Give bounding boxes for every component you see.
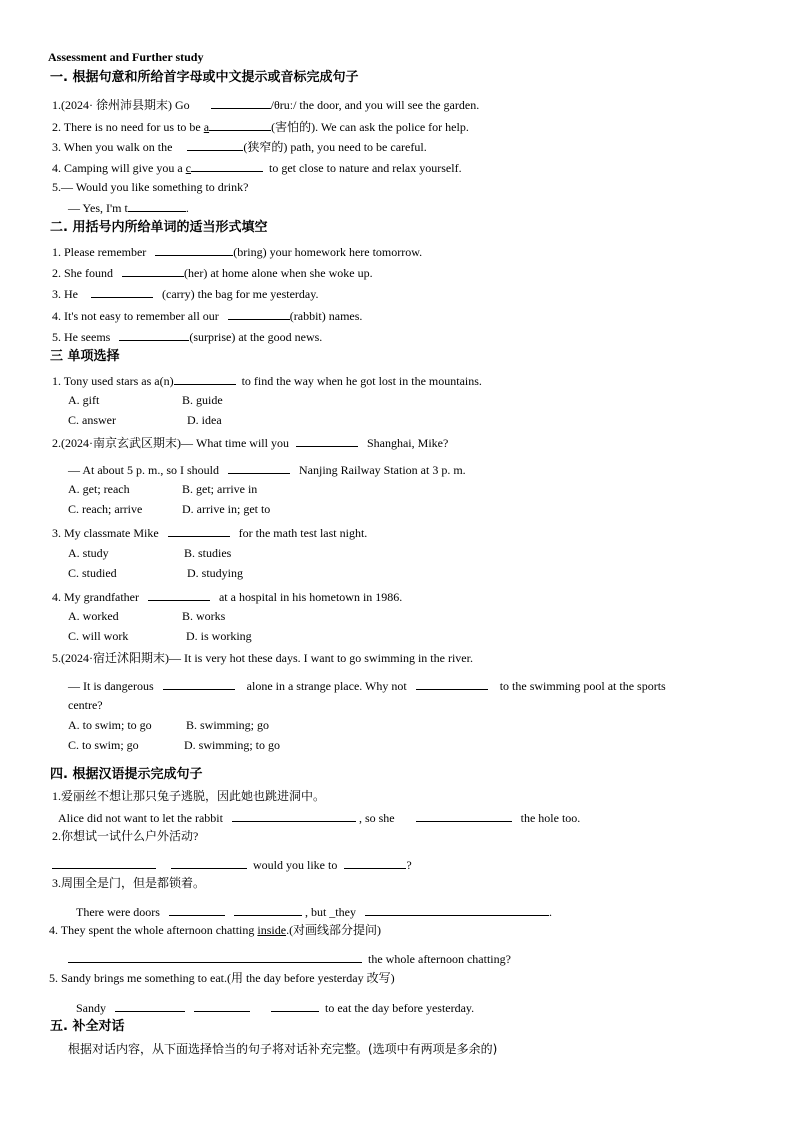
q-text: — At about 5 p. m., so I should: [68, 463, 220, 477]
q-text: at a hospital in his hometown in 1986.: [218, 590, 403, 604]
q-text: Nanjing Railway Station at 3 p. m.: [299, 463, 466, 477]
option-c[interactable]: C. to swim; go: [68, 738, 139, 752]
option-b[interactable]: B. get; arrive in: [182, 482, 258, 496]
answer-blank[interactable]: [209, 119, 271, 131]
s1-question-5-reply: [68, 200, 189, 216]
q-text: .(对画线部分提问): [286, 923, 382, 937]
q-text: (rabbit) names.: [289, 309, 363, 323]
s2-question-3: [52, 286, 318, 302]
option-d[interactable]: D. swimming; to go: [184, 738, 281, 752]
q-text: 3. My classmate Mike: [52, 526, 159, 540]
q-text: 4. My grandfather: [52, 590, 139, 604]
s2-question-5: [52, 329, 322, 345]
s2-question-2: [52, 265, 373, 281]
q-text: 4. It's not easy to remember all our: [52, 309, 219, 323]
s1-question-2: [52, 119, 469, 135]
q-text: to the swimming pool at the sports: [499, 679, 666, 693]
option-a[interactable]: A. gift: [68, 393, 100, 407]
answer-blank[interactable]: [119, 329, 189, 341]
answer-blank[interactable]: [115, 1000, 185, 1012]
option-b[interactable]: B. guide: [182, 393, 223, 407]
q-text: 3. When you walk on the: [52, 140, 173, 154]
s3-question-5-reply: [68, 678, 666, 694]
option-b[interactable]: B. swimming; go: [186, 718, 270, 732]
q-text: .: [185, 201, 189, 215]
q-text: (bring) your homework here tomorrow.: [233, 245, 423, 259]
section-1-heading: 一. 根据句意和所给首字母或中文提示或音标完成句子: [50, 70, 359, 85]
q-text: to get close to nature and relax yourself.: [268, 161, 462, 175]
q-text: 1. Tony used stars as a(n): [52, 374, 174, 388]
q-text: , so she: [358, 811, 395, 825]
s2-question-4: [52, 308, 362, 324]
q-text: for the math test last night.: [238, 526, 368, 540]
answer-blank[interactable]: [128, 200, 186, 212]
answer-blank[interactable]: [416, 810, 512, 822]
q-text: (surprise) at the good news.: [189, 330, 323, 344]
answer-blank[interactable]: [232, 810, 356, 822]
option-d[interactable]: D. arrive in; get to: [182, 502, 271, 516]
q-text: 1.(2024· 徐州沛县期末) Go: [52, 98, 190, 112]
q-text: to find the way when he got lost in the mountains.: [241, 374, 482, 388]
q-text: alone in a strange place. Why not: [246, 679, 407, 693]
q-text: — It is dangerous: [68, 679, 154, 693]
q-text: 4. They spent the whole afternoon chatting: [49, 923, 258, 937]
s3-question-3: [52, 525, 367, 541]
answer-blank[interactable]: [52, 857, 156, 869]
q-text: (狭窄的) path, you need to be careful.: [243, 140, 427, 154]
q-text: Shanghai, Mike?: [366, 436, 449, 450]
answer-blank[interactable]: [228, 462, 290, 474]
option-d[interactable]: D. studying: [187, 566, 244, 580]
q-text: 1. Please remember: [52, 245, 147, 259]
q-text: 2.(2024·南京玄武区期末)— What time will you: [52, 436, 289, 450]
option-a[interactable]: A. study: [68, 546, 109, 560]
option-c[interactable]: C. reach; arrive: [68, 502, 143, 516]
option-a[interactable]: A. get; reach: [68, 482, 130, 496]
q-text: (carry) the bag for me yesterday.: [162, 287, 319, 301]
s4-question-5: 5. Sandy brings me something to eat.(用 the day before yesterday 改写): [49, 971, 395, 985]
s4-question-4-answer-line: [68, 951, 511, 967]
answer-blank[interactable]: [122, 265, 184, 277]
s3-question-1: [52, 373, 482, 389]
q-text: Alice did not want to let the rabbit: [58, 811, 223, 825]
q-text: would you like to: [253, 858, 338, 872]
answer-blank[interactable]: [344, 857, 406, 869]
q-text: — Yes, I'm t: [68, 201, 128, 215]
s3-question-2: [52, 435, 448, 451]
q-text: /θruː/ the door, and you will see the garden.: [270, 98, 480, 112]
answer-blank[interactable]: [296, 435, 358, 447]
section-3-heading: 三 单项选择: [50, 349, 120, 364]
option-d[interactable]: D. is working: [186, 629, 252, 643]
section-5-instructions: 根据对话内容，从下面选择恰当的句子将对话补充完整。(选项中有两项是多余的): [68, 1042, 498, 1056]
s4-question-4: [49, 923, 381, 938]
s4-question-1: [58, 810, 580, 826]
q-text: 4. Camping will give you a: [52, 161, 186, 175]
option-b[interactable]: B. studies: [184, 546, 232, 560]
answer-blank[interactable]: [194, 1000, 250, 1012]
q-text: , but _they: [304, 905, 356, 919]
answer-blank[interactable]: [365, 904, 549, 916]
answer-blank[interactable]: [155, 244, 233, 256]
s4-question-5-answer-line: [76, 1000, 474, 1016]
s2-question-1: [52, 244, 422, 260]
s3-question-5: 5.(2024·宿迁沭阳期末)— It is very hot these days. I want to go swimming in the river.: [52, 651, 473, 665]
s3-question-5-continued: centre?: [68, 698, 103, 712]
option-c[interactable]: C. studied: [68, 566, 117, 580]
s4-question-2-chinese: 2.你想试一试什么户外活动?: [52, 829, 199, 843]
answer-blank[interactable]: [163, 678, 235, 690]
q-text: the whole afternoon chatting?: [368, 952, 511, 966]
q-text: There were doors: [76, 905, 160, 919]
answer-blank[interactable]: [169, 904, 225, 916]
option-c[interactable]: C. answer: [68, 413, 116, 427]
answer-blank[interactable]: [68, 951, 362, 963]
q-text: 3. He: [52, 287, 78, 301]
option-b[interactable]: B. works: [182, 609, 226, 623]
answer-blank[interactable]: [191, 160, 263, 172]
answer-blank[interactable]: [187, 139, 243, 151]
q-text: the hole too.: [520, 811, 581, 825]
section-2-heading: 二. 用括号内所给单词的适当形式填空: [50, 220, 268, 235]
answer-blank[interactable]: [416, 678, 488, 690]
answer-blank[interactable]: [228, 308, 290, 320]
s1-question-1: [52, 97, 479, 113]
answer-blank[interactable]: [234, 904, 302, 916]
answer-blank[interactable]: [211, 97, 271, 109]
q-text: (her) at home alone when she woke up.: [184, 266, 373, 280]
q-text: 5. He seems: [52, 330, 111, 344]
s4-question-2: [52, 857, 412, 873]
section-5-heading: 五. 补全对话: [50, 1019, 125, 1034]
s4-question-3-chinese: 3.周围全是门，但是都锁着。: [52, 876, 206, 890]
s1-question-3: [52, 139, 427, 155]
option-d[interactable]: D. idea: [187, 413, 222, 427]
q-text: 2. There is no need for us to be: [52, 120, 204, 134]
s4-question-1-chinese: 1.爱丽丝不想让那只兔子逃脱，因此她也跳进洞中。: [52, 789, 326, 803]
s4-question-3: [76, 904, 552, 920]
s3-question-2-reply: [68, 462, 466, 478]
underlined-word: inside: [257, 923, 287, 937]
option-a[interactable]: A. to swim; to go: [68, 718, 152, 732]
answer-blank[interactable]: [168, 525, 230, 537]
option-a[interactable]: A. worked: [68, 609, 119, 623]
s1-question-5-prompt: 5.— Would you like something to drink?: [52, 180, 249, 194]
s3-question-4: [52, 589, 402, 605]
answer-blank[interactable]: [148, 589, 210, 601]
s1-question-4: [52, 160, 462, 176]
hint-letter: c: [185, 161, 191, 175]
answer-blank[interactable]: [91, 286, 153, 298]
answer-blank[interactable]: [174, 373, 236, 385]
section-4-heading: 四. 根据汉语提示完成句子: [50, 767, 203, 782]
q-text: Sandy: [76, 1001, 106, 1015]
q-text: ?: [406, 858, 412, 872]
hint-letter: a: [203, 120, 210, 134]
document-title: Assessment and Further study: [48, 50, 204, 64]
q-text: 2. She found: [52, 266, 113, 280]
q-text: .: [548, 905, 552, 919]
answer-blank[interactable]: [271, 1000, 319, 1012]
answer-blank[interactable]: [171, 857, 247, 869]
q-text: (害怕的). We can ask the police for help.: [271, 120, 469, 134]
option-c[interactable]: C. will work: [68, 629, 129, 643]
q-text: to eat the day before yesterday.: [325, 1001, 475, 1015]
